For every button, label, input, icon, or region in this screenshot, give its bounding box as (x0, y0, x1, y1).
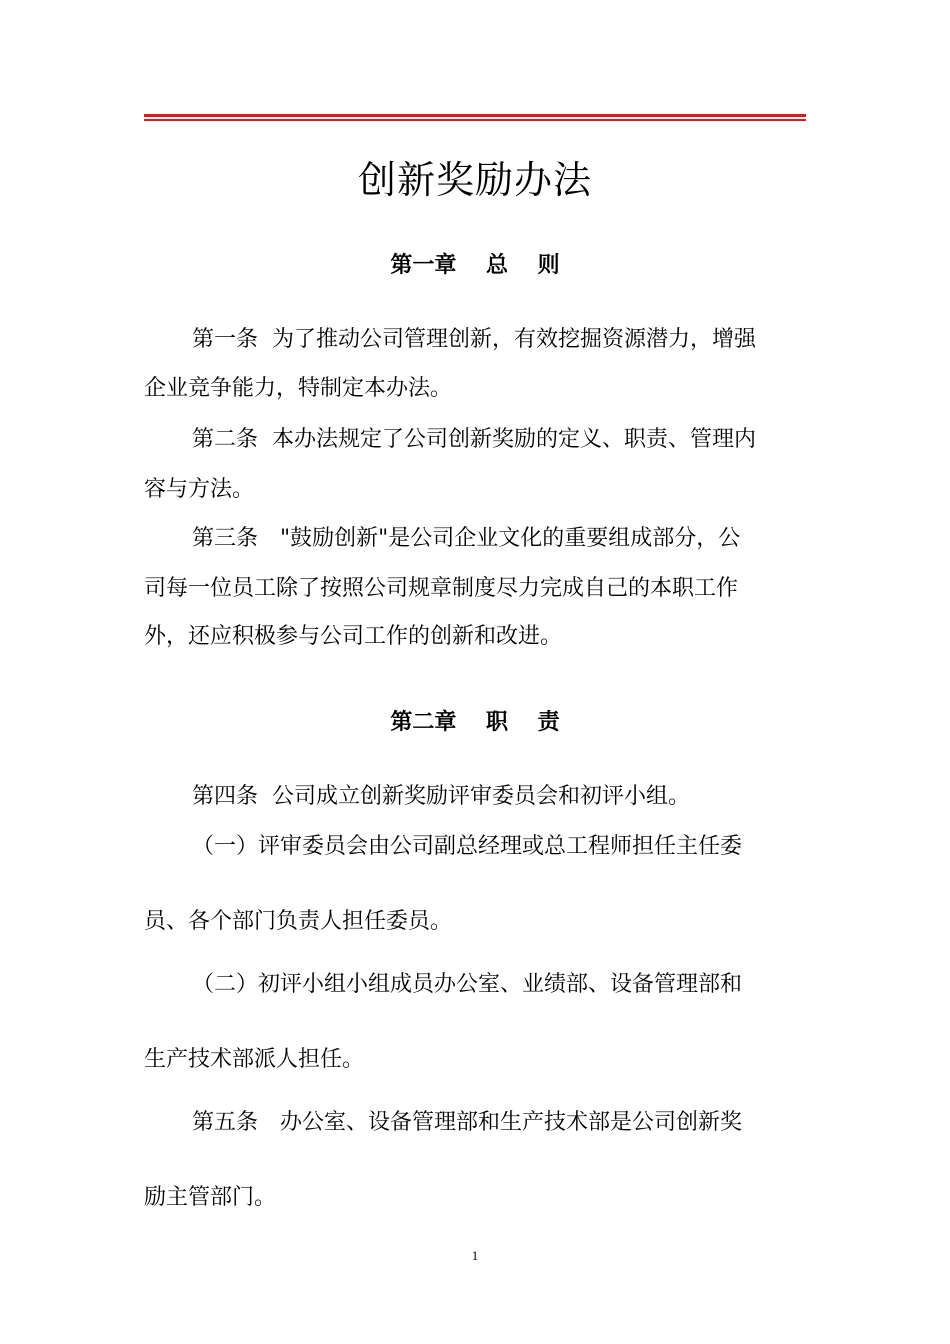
article-3-line-1: 第三条 "鼓励创新"是公司企业文化的重要组成部分，公 (192, 526, 741, 551)
article-1-line-1: 第一条 为了推动公司管理创新，有效挖掘资源潜力，增强 (192, 327, 756, 352)
chapter-heading-1: 第一章 总 则 (390, 253, 560, 278)
article-3-line-2: 司每一位员工除了按照公司规章制度尽力完成自己的本职工作 (144, 576, 739, 601)
article-5-line-2: 励主管部门。 (144, 1185, 277, 1210)
article-1-line-2: 企业竞争能力，特制定本办法。 (144, 376, 453, 401)
article-3-line-3: 外，还应积极参与公司工作的创新和改进。 (144, 624, 563, 649)
item-2-line-1: （二）初评小组小组成员办公室、业绩部、设备管理部和 (192, 972, 743, 997)
article-4-line-1: 第四条 公司成立创新奖励评审委员会和初评小组。 (192, 784, 690, 809)
article-2-line-2: 容与方法。 (144, 477, 255, 502)
chapter-heading-2: 第二章 职 责 (390, 710, 560, 735)
header-rule-thick (144, 114, 806, 117)
document-title: 创新奖励办法 (357, 158, 592, 202)
article-5-line-1: 第五条 办公室、设备管理部和生产技术部是公司创新奖 (192, 1110, 743, 1135)
page-number: 1 (471, 1248, 479, 1263)
item-1-line-2: 员、各个部门负责人担任委员。 (144, 909, 453, 934)
item-1-line-1: （一）评审委员会由公司副总经理或总工程师担任主任委 (192, 834, 743, 859)
item-2-line-2: 生产技术部派人担任。 (144, 1047, 365, 1072)
article-2-line-1: 第二条 本办法规定了公司创新奖励的定义、职责、管理内 (192, 427, 756, 452)
header-rule-thin (144, 119, 806, 121)
